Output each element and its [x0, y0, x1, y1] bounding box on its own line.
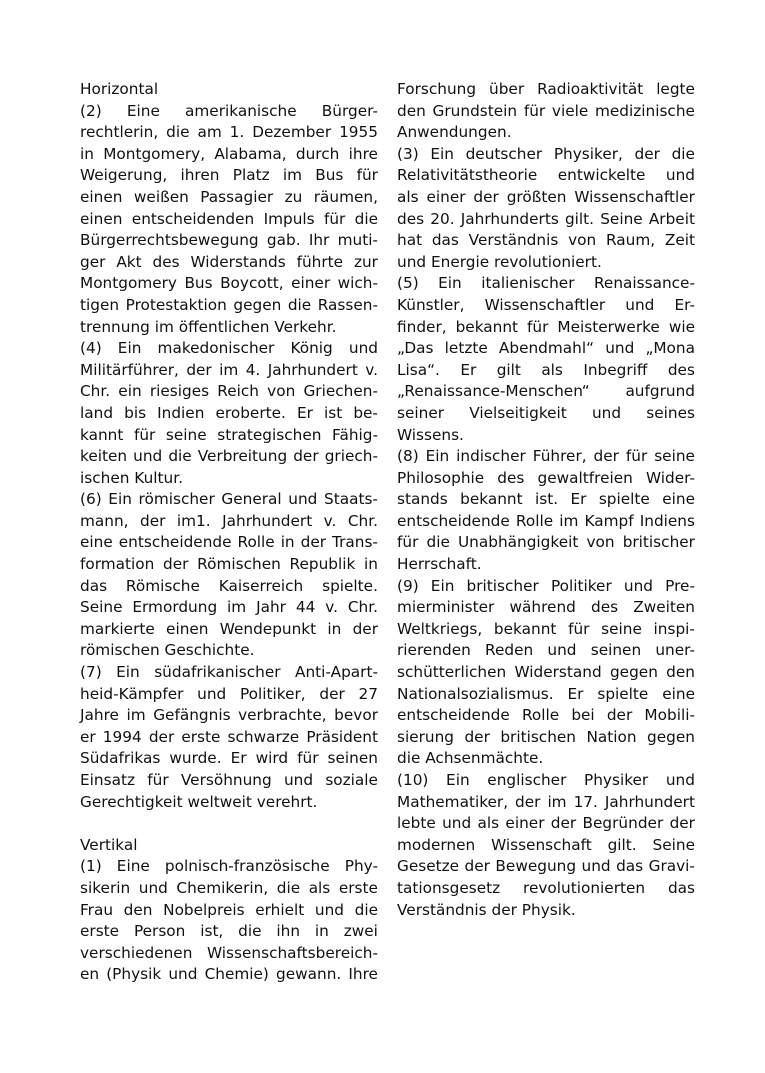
text-line: Chr. ein riesiges Reich von Griechen- — [80, 382, 378, 401]
text-line: sierung der britischen Nation gegen — [397, 727, 695, 746]
text-line: Militärführer, der im 4. Jahrhundert v. — [80, 360, 378, 379]
text-line: (8) Ein indischer Führer, der für seine — [397, 447, 695, 466]
text-line: Wissens. — [397, 425, 464, 444]
text-line: (10) Ein englischer Physiker und — [397, 771, 695, 789]
text-line: in Montgomery, Alabama, durch ihre — [80, 144, 378, 163]
text-line: markierte einen Wendepunkt in der — [80, 619, 378, 638]
text-line: Südafrikas wurde. Er wird für seinen — [80, 749, 378, 768]
text-line: heid-Kämpfer und Politiker, der 27 — [80, 684, 378, 703]
text-line: Lisa“. Er gilt als Inbegriff des — [397, 360, 695, 379]
text-line: erste Person ist, die ihn in zwei — [80, 922, 378, 941]
text-line: „Das letzte Abendmahl“ und „Mona — [397, 339, 695, 358]
text-line: Nationalsozialismus. Er spielte eine — [397, 684, 695, 703]
text-line: (9) Ein britischer Politiker und Pre- — [397, 576, 695, 595]
text-line: Relativitätstheorie entwickelte und — [397, 166, 695, 185]
text-line: en (Physik und Chemie) gewann. Ihre — [80, 965, 378, 984]
text-line: Weltkriegs, bekannt für seine inspi- — [397, 619, 695, 638]
text-line: römischen Geschichte. — [80, 641, 255, 660]
text-line: Mathematiker, der im 17. Jahrhundert — [397, 792, 695, 811]
text-line: den Grundstein für viele medizinische — [397, 101, 695, 120]
text-line: Jahre im Gefängnis verbrachte, bevor — [80, 706, 378, 725]
text-line: verschiedenen Wissenschaftsbereich- — [80, 943, 378, 962]
text-line: Gesetze der Bewegung und das Gravi- — [397, 857, 695, 876]
text-line: Künstler, Wissenschaftler und Er- — [397, 295, 695, 314]
text-line: tigen Protestaktion gegen die Rassen- — [80, 295, 378, 314]
text-line: Vertikal — [80, 835, 138, 854]
text-line: entscheidende Rolle im Kampf Indiens — [397, 511, 695, 530]
text-line: trennung im öffentlichen Verkehr. — [80, 317, 337, 336]
text-line: formation der Römischen Republik in — [80, 555, 378, 574]
text-line: lebte und als einer der Begründer der — [397, 814, 695, 833]
text-line: Horizontal — [80, 80, 159, 98]
text-line: finder, bekannt für Meisterwerke wie — [397, 317, 695, 336]
text-line: (6) Ein römischer General und Staats- — [80, 490, 378, 509]
text-line: Forschung über Radioaktivität legte — [397, 80, 695, 98]
text-line: modernen Wissenschaft gilt. Seine — [397, 835, 695, 854]
text-line: mann, der im1. Jahrhundert v. Chr. — [80, 511, 378, 530]
text-line: ischen Kultur. — [80, 468, 183, 487]
text-line: (5) Ein italienischer Renaissance- — [397, 274, 695, 293]
text-line: hat das Verständnis von Raum, Zeit — [397, 231, 695, 250]
text-line: Seine Ermordung im Jahr 44 v. Chr. — [80, 598, 378, 617]
text-line: Weigerung, ihren Platz im Bus für — [80, 166, 378, 185]
text-line: eine entscheidende Rolle in der Trans- — [80, 533, 378, 552]
text-line: des 20. Jahrhunderts gilt. Seine Arbeit — [397, 209, 695, 228]
text-line: Gerechtigkeit weltweit verehrt. — [80, 792, 318, 811]
text-line: Verständnis der Physik. — [397, 900, 576, 919]
text-line: land bis Indien eroberte. Er ist be- — [80, 403, 378, 422]
text-line: rechtlerin, die am 1. Dezember 1955 — [80, 123, 378, 142]
text-line: Montgomery Bus Boycott, einer wich- — [80, 274, 378, 293]
text-line: „Renaissance-Menschen“ aufgrund — [397, 382, 695, 401]
text-line: das Römische Kaiserreich spielte. — [80, 576, 378, 595]
text-line: (4) Ein makedonischer König und — [80, 339, 378, 358]
text-line: für die Unabhängigkeit von britischer — [397, 533, 695, 552]
text-line: Frau den Nobelpreis erhielt und die — [80, 900, 378, 919]
text-line: keiten und die Verbreitung der griech- — [80, 447, 378, 466]
text-line: Einsatz für Versöhnung und soziale — [80, 771, 378, 789]
text-line: die Achsenmächte. — [397, 749, 544, 768]
text-line: einen weißen Passagier zu räumen, — [80, 187, 378, 206]
text-line: (3) Ein deutscher Physiker, der die — [397, 144, 695, 163]
text-line: (1) Eine polnisch-französische Phy- — [80, 857, 378, 876]
text-line: rierenden Reden und seinen uner- — [397, 641, 695, 660]
text-line: als einer der größten Wissenschaftler — [397, 187, 695, 206]
text-line: tationsgesetz revolutionierten das — [397, 878, 695, 897]
right-text-column — [397, 79, 695, 921]
text-line — [80, 813, 378, 835]
text-line: Philosophie des gewaltfreien Wider- — [397, 468, 695, 487]
text-line: entscheidende Rolle bei der Mobili- — [397, 706, 695, 725]
text-line: und Energie revolutioniert. — [397, 252, 602, 271]
text-line: Anwendungen. — [397, 123, 512, 142]
text-line: er 1994 der erste schwarze Präsident — [80, 727, 378, 746]
text-line: Bürgerrechtsbewegung gab. Ihr muti- — [80, 231, 378, 250]
text-line: stands bekannt ist. Er spielte eine — [397, 490, 695, 509]
text-line: seiner Vielseitigkeit und seines — [397, 403, 695, 422]
text-line: kannt für seine strategischen Fähig- — [80, 425, 378, 444]
left-text-column — [80, 79, 378, 986]
text-line: schütterlichen Widerstand gegen den — [397, 663, 695, 682]
text-line: ger Akt des Widerstands führte zur — [80, 252, 378, 271]
text-line: (2) Eine amerikanische Bürger- — [80, 101, 378, 120]
text-line: sikerin und Chemikerin, die als erste — [80, 878, 378, 897]
text-line: Herrschaft. — [397, 555, 482, 574]
text-line: mierminister während des Zweiten — [397, 598, 695, 617]
text-line: einen entscheidenden Impuls für die — [80, 209, 378, 228]
text-line: (7) Ein südafrikanischer Anti-Apart- — [80, 663, 378, 682]
